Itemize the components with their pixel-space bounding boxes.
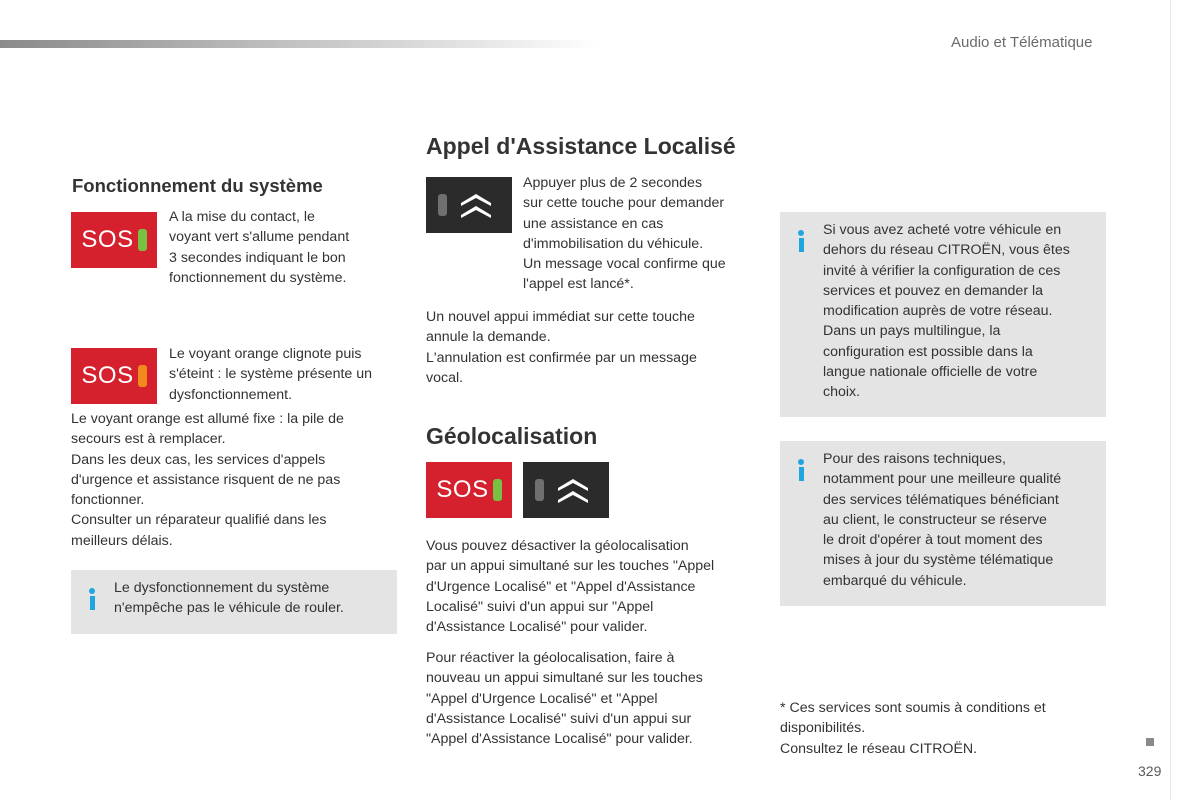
- footnote: * Ces services sont soumis à conditions et disponibilités. Consultez le réseau CITROËN.: [780, 700, 1046, 757]
- info-icon: [797, 459, 805, 481]
- page-number: 329: [1138, 763, 1162, 779]
- orange-lamp-description: Le voyant orange clignote puis s'éteint : le système présente un dysfonctionnement.: [169, 346, 373, 403]
- green-lamp-description: A la mise du contact, le voyant vert s'allume pendant 3 secondes indiquant le bon fonctionnement du système.: [169, 209, 350, 286]
- citroen-chevrons-icon: [556, 475, 590, 505]
- info-box-technical-text: Pour des raisons techniques, notamment pour une meilleure qualité des services télématiques bénéficiant au client, le constructeur se réserve le droit d'opérer à tout moment des mises à jour du système télématique embarqué du véhicule.: [823, 451, 1062, 589]
- geolocation-disable-text: Vous pouvez désactiver la géolocalisation par un appui simultané sur les touches "Appel d'Urgence Localisé" et "Appel d'Assistance Localisé" suivi d'un appui sur "Appel d'Assistance Localisé" pour valider.: [426, 538, 715, 636]
- assistance-button-image: [426, 177, 512, 233]
- info-box-network: [780, 212, 1106, 417]
- page-edge-rule: [1170, 0, 1171, 800]
- orange-lamp-icon: [138, 365, 147, 387]
- sos-label: SOS: [436, 476, 489, 503]
- sos-button-image: [426, 462, 512, 518]
- green-lamp-icon: [138, 229, 147, 251]
- info-icon: [88, 588, 96, 610]
- assistance-button-image-2: [523, 462, 609, 518]
- header-gradient-bar: [0, 40, 600, 48]
- green-lamp-icon: [493, 479, 502, 501]
- assistance-call-heading: Appel d'Assistance Localisé: [426, 133, 736, 159]
- sos-orange-indicator: [71, 348, 157, 404]
- section-title: Audio et Télématique: [951, 34, 1093, 51]
- info-box-text: Le dysfonctionnement du système n'empêche pas le véhicule de rouler.: [114, 580, 344, 617]
- sos-green-indicator: [71, 212, 157, 268]
- sos-label: SOS: [81, 226, 134, 253]
- grey-lamp-icon: [535, 479, 544, 501]
- system-operation-heading: Fonctionnement du système: [72, 175, 323, 196]
- grey-lamp-icon: [438, 194, 447, 216]
- cancel-description: Un nouvel appui immédiat sur cette touche annule la demande. L'annulation est confirmée par un message vocal.: [426, 309, 697, 386]
- assistance-description: Appuyer plus de 2 secondes sur cette touche pour demander une assistance en cas d'immobilisation du véhicule. Un message vocal confirme que l'appel est lancé*.: [523, 175, 726, 293]
- geolocation-enable-text: Pour réactiver la géolocalisation, faire à nouveau un appui simultané sur les touches "Appel d'Urgence Localisé" et "Appel d'Assistance Localisé" suivi d'un appui sur "Appel d'Assistance Localisé" pour valider.: [426, 650, 703, 748]
- info-box-network-text: Si vous avez acheté votre véhicule en dehors du réseau CITROËN, vous êtes invité à vérifier la configuration de ces services et pouvez en demander la modification auprès de votre réseau. Dans un pays multilingue, la configuration est possible dans la langue nationale officielle de votre choix.: [823, 222, 1070, 401]
- info-icon: [797, 230, 805, 252]
- geolocation-heading: Géolocalisation: [426, 423, 598, 449]
- sos-label: SOS: [81, 362, 134, 389]
- backup-battery-text: Le voyant orange est allumé fixe : la pile de secours est à remplacer. Dans les deux cas, les services d'appels d'urgence et assistance risquent de ne pas fonctionner. Consulter un réparateur qualifié dans les meilleurs délais.: [71, 411, 344, 549]
- page-marker-square: [1146, 738, 1154, 746]
- info-box-no-impact: [71, 570, 397, 634]
- info-box-technical: [780, 441, 1106, 606]
- citroen-chevrons-icon: [459, 190, 493, 220]
